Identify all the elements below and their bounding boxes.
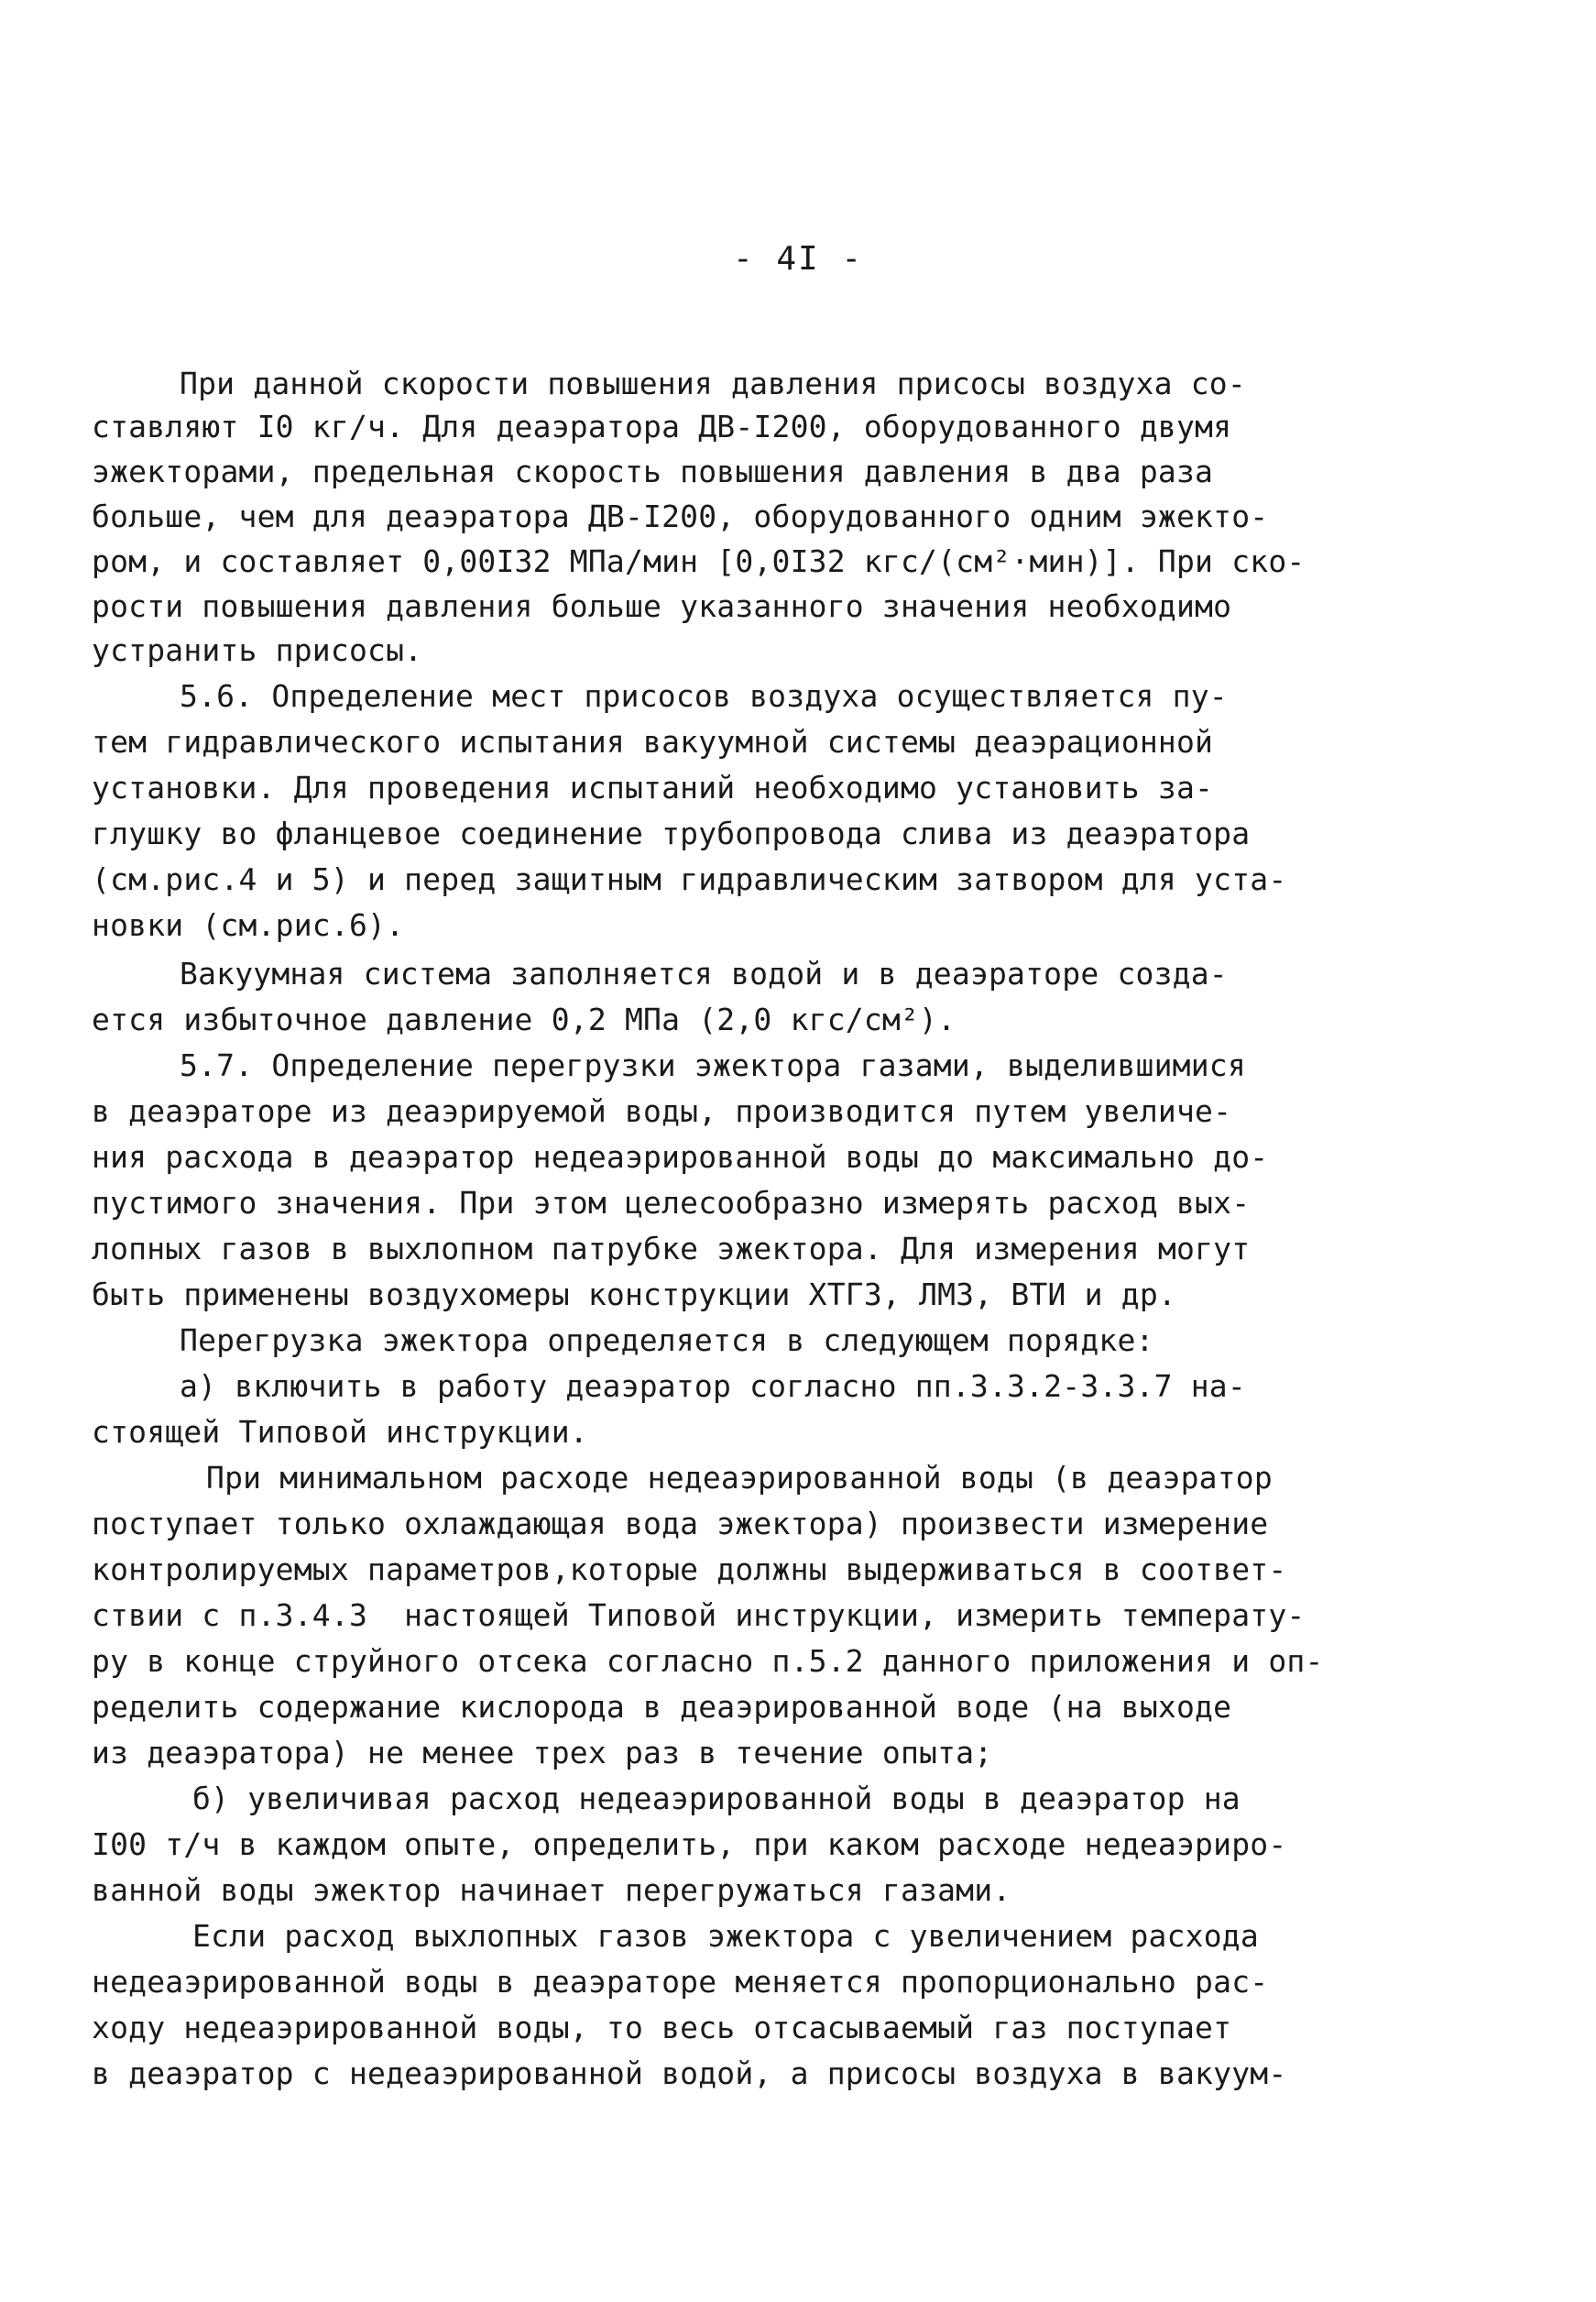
text-line: ходу недеаэрированной воды, то весь отсасываемый газ поступает [92,2010,1232,2045]
text-line: пустимого значения. При этом целесообразно измерять расход вых- [92,1185,1251,1221]
text-line: контролируемых параметров,которые должны выдерживаться в соответ- [92,1551,1287,1587]
text-line: ется избыточное давление 0,2 МПа (2,0 кгс/см²). [92,1002,957,1037]
text-line: ния расхода в деаэратор недеаэрированной воды до максимально до- [92,1139,1269,1175]
text-line: ром, и составляет 0,00I32 МПа/мин [0,0I32 кгс/(см²·мин)]. При ско- [92,543,1306,579]
text-line: Вакуумная система заполняется водой и в деаэраторе созда- [180,956,1228,992]
text-line: ру в конце струйного отсека согласно п.5.2 данного приложения и оп- [92,1643,1324,1679]
text-line: быть применены воздухомеры конструкции ХТГЗ, ЛМЗ, ВТИ и др. [92,1277,1176,1312]
text-line: 5.7. Определение перегрузки эжектора газами, выделившимися [180,1047,1246,1083]
text-line: в деаэраторе из деаэрируемой воды, производится путем увеличе- [92,1093,1232,1129]
text-line: (см.рис.4 и 5) и перед защитным гидравлическим затвором для уста- [92,861,1287,897]
text-line: эжекторами, предельная скорость повышения давления в два раза [92,454,1214,489]
text-line: поступает только охлаждающая вода эжектора) произвести измерение [92,1506,1269,1541]
text-line: стоящей Типовой инструкции. [92,1414,588,1450]
text-line: При минимальном расходе недеаэрированной воды (в деаэратор [206,1460,1273,1496]
text-line: б) увеличивая расход недеаэрированной воды в деаэратор на [192,1781,1241,1816]
text-line: ствии с п.3.4.3 настоящей Типовой инструкции, измерить температу- [92,1597,1306,1633]
text-line: а) включить в работу деаэратор согласно пп.3.3.2-3.3.7 на- [180,1368,1246,1404]
text-line: недеаэрированной воды в деаэраторе меняется пропорционально рас- [92,1964,1269,2000]
text-line: установки. Для проведения испытаний необходимо установить за- [92,770,1214,806]
page-number: - 4I - [732,240,864,278]
text-line: 5.6. Определение мест присосов воздуха осуществляется пу- [180,678,1228,714]
text-line: больше, чем для деаэратора ДВ-I200, оборудованного одним эжекто- [92,499,1269,534]
text-line: ванной воды эжектор начинает перегружаться газами. [92,1872,1011,1908]
text-line: рости повышения давления больше указанного значения необходимо [92,588,1232,624]
text-line: Перегрузка эжектора определяется в следующем порядке: [180,1322,1154,1358]
text-line: лопных газов в выхлопном патрубке эжектора. Для измерения могут [92,1231,1251,1266]
text-line: устранить присосы. [92,632,423,668]
text-line: ставляют I0 кг/ч. Для деаэратора ДВ-I200, оборудованного двумя [92,409,1232,444]
text-line: из деаэратора) не менее трех раз в течение опыта; [92,1735,993,1770]
text-line: тем гидравлического испытания вакуумной системы деаэрационной [92,724,1214,760]
text-line: новки (см.рис.6). [92,907,405,943]
text-line: глушку во фланцевое соединение трубопровода слива из деаэратора [92,816,1251,851]
text-line: I00 т/ч в каждом опыте, определить, при каком расходе недеаэриро- [92,1826,1287,1862]
text-line: При данной скорости повышения давления присосы воздуха со- [180,366,1246,401]
text-line: ределить содержание кислорода в деаэрированной воде (на выходе [92,1689,1232,1725]
text-line: в деаэратор с недеаэрированной водой, а присосы воздуха в вакуум- [92,2055,1287,2091]
text-line: Если расход выхлопных газов эжектора с увеличением расхода [192,1918,1259,1954]
